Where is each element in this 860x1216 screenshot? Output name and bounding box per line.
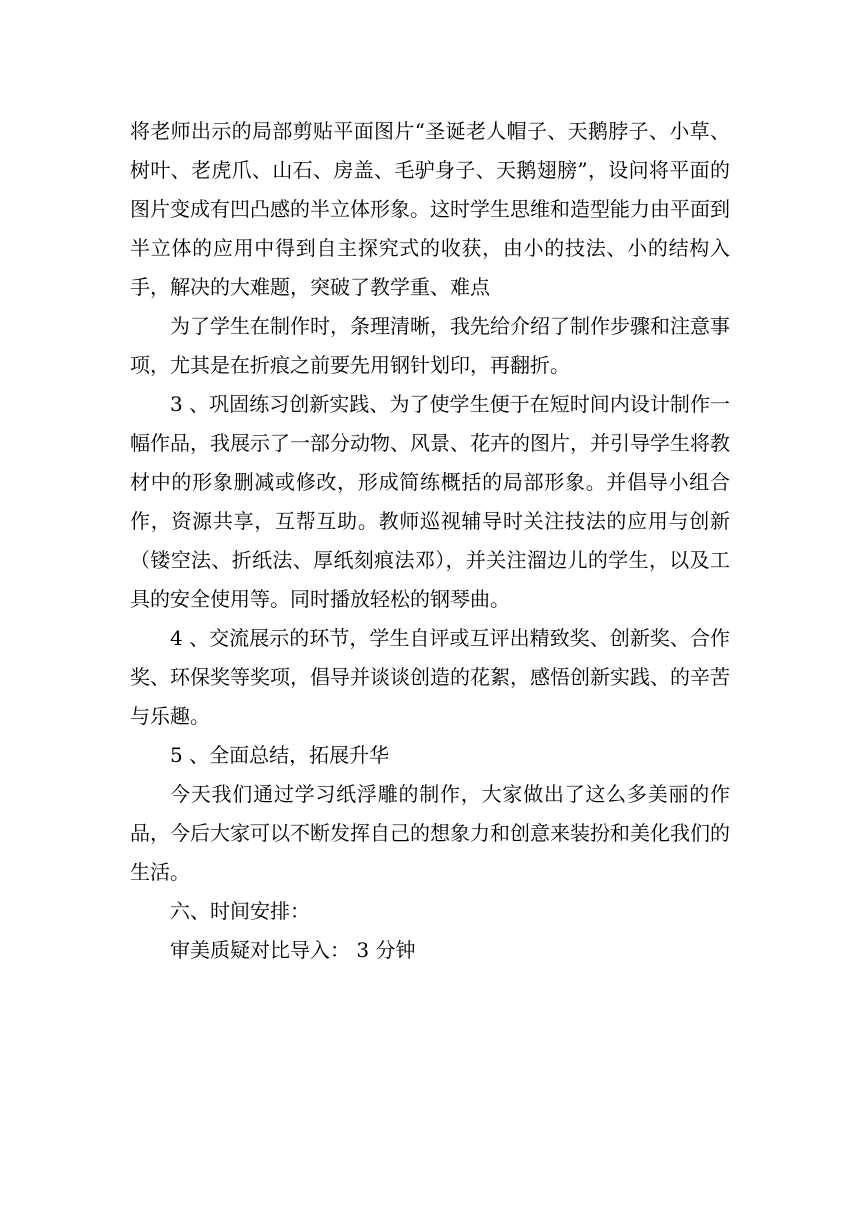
paragraph-step-4-exhibition: 4 、交流展示的环节，学生自评或互评出精致奖、创新奖、合作奖、环保奖等奖项，倡导并谈谈创造的花絮，感悟创新实践、的辛苦与乐趣。 [130,626,730,728]
paragraph-step-3-practice: 3 、巩固练习创新实践、为了使学生便于在短时间内设计制作一幅作品，我展示了一部分动物、风景、花卉的图片，并引导学生将教材中的形象删减或修改，形成简练概括的局部形象。并倡导小组合作，资源共享，互帮互助。教师巡视辅导时关注技法的应用与创新（镂空法、折纸法、厚纸刻痕法邓），并关注溜边儿的学生，以及工具的安全使用等。同时播放轻松的钢琴曲。 [130,392,730,611]
section-heading-time-schedule: 六、时间安排： [170,899,310,923]
paragraph-step-5-summary: 5 、全面总结，拓展升华 [170,743,390,767]
schedule-item-intro: 审美质疑对比导入： 3 分钟 [170,938,416,962]
paragraph-production-steps: 为了学生在制作时，条理清晰，我先给介绍了制作步骤和注意事项，尤其是在折痕之前要先用钢针划印，再翻折。 [130,314,730,377]
paragraph-closing-remarks: 今天我们通过学习纸浮雕的制作，大家做出了这么多美丽的作品，今后大家可以不断发挥自己的想象力和创意来装扮和美化我们的生活。 [130,782,730,884]
paragraph-continuation: 将老师出示的局部剪贴平面图片“圣诞老人帽子、天鹅脖子、小草、树叶、老虎爪、山石、房盖、毛驴身子、天鹅翅膀”，设问将平面的图片变成有凹凸感的半立体形象。这时学生思维和造型能力由平面到半立体的应用中得到自主探究式的收获，由小的技法、小的结构入手，解决的大难题，突破了教学重、难点 [130,119,730,299]
document-body [130,112,730,970]
